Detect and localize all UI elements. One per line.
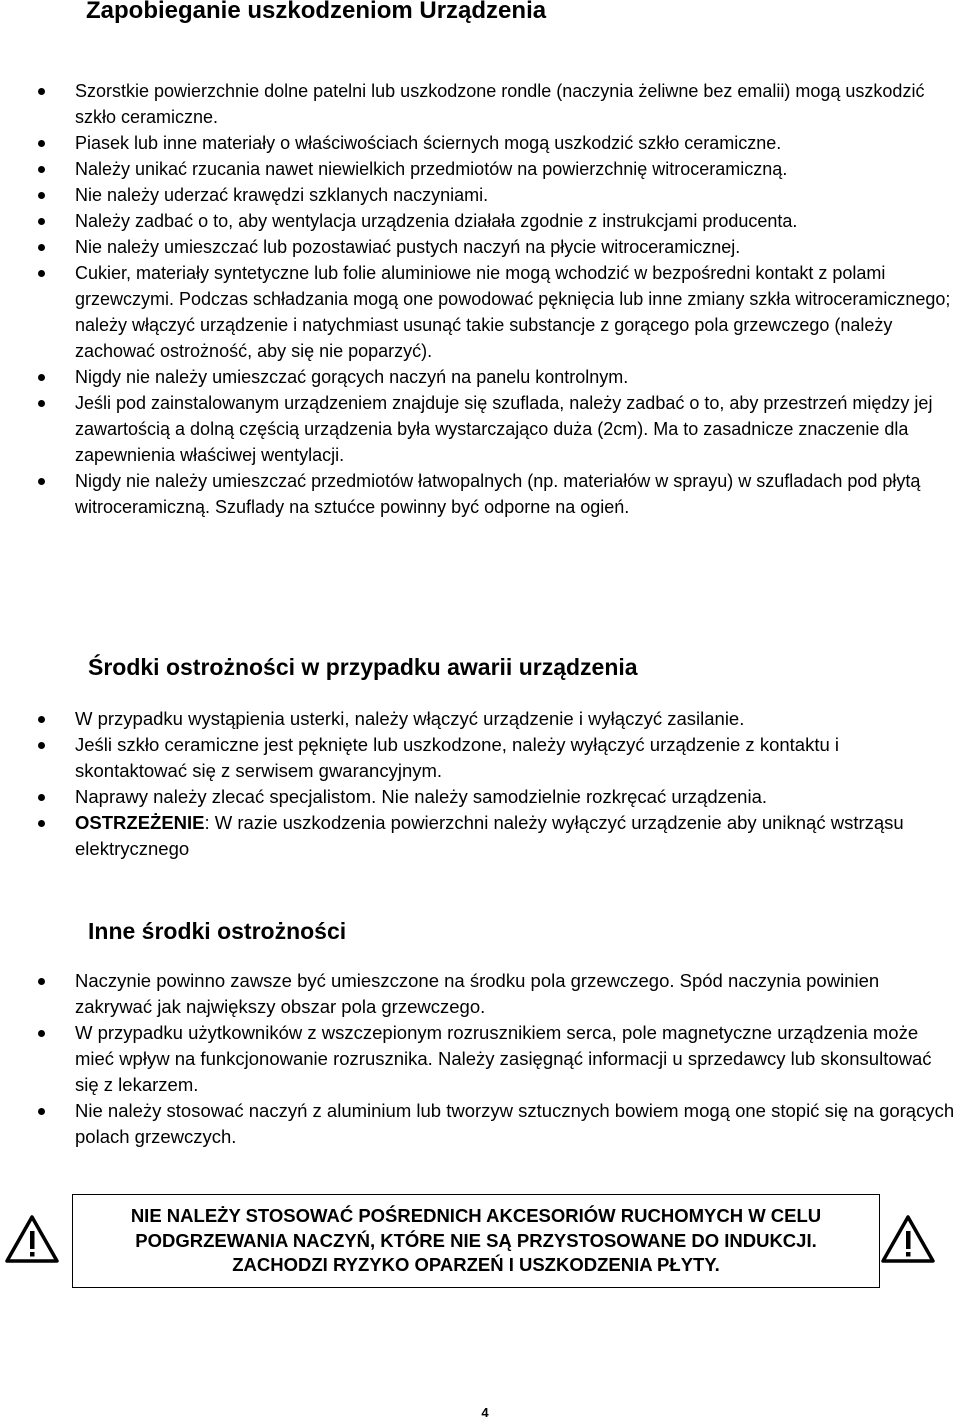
bullet <box>38 794 45 801</box>
bullet <box>38 270 45 277</box>
list-item: Nie należy uderzać krawędzi szklanych naczyniami. <box>0 182 960 208</box>
warning-text: : W razie uszkodzenia powierzchni należy wyłączyć urządzenie aby uniknąć wstrząsu elektrycznego <box>75 812 904 859</box>
bullet <box>38 716 45 723</box>
bullet <box>38 1108 45 1115</box>
bullet <box>38 400 45 407</box>
list-item: Szorstkie powierzchnie dolne patelni lub uszkodzone rondle (naczynia żeliwne bez emalii) mogą uszkodzić szkło ceramiczne. <box>0 78 960 130</box>
bullet <box>38 218 45 225</box>
bullet <box>38 742 45 749</box>
list-item: Nie należy stosować naczyń z aluminium lub tworzyw sztucznych bowiem mogą one stopić się na gorących polach grzewczych. <box>0 1098 960 1150</box>
list-item: W przypadku użytkowników z wszczepionym rozrusznikiem serca, pole magnetyczne urządzenia może mieć wpływ na funkcjonowanie rozrusznika. Należy zasięgnąć informacji u sprzedawcy lub skonsultować się z lekarzem. <box>0 1020 960 1098</box>
list-item: Nigdy nie należy umieszczać gorących naczyń na panelu kontrolnym. <box>0 364 960 390</box>
list-item: Cukier, materiały syntetyczne lub folie aluminiowe nie mogą wchodzić w bezpośredni kontakt z polami grzewczymi. Podczas schładzania mogą one powodować pęknięcia lub inne zmiany szkła witroceramicznego; należy włączyć urządzenie i natychmiast usunąć takie substancje z gorącego pola grzewczego (należy zachować ostrożność, aby się nie poparzyć). <box>0 260 960 364</box>
list-item: Jeśli szkło ceramiczne jest pęknięte lub uszkodzone, należy wyłączyć urządzenie z kontaktu i skontaktować się z serwisem gwarancyjnym. <box>0 732 960 784</box>
list-item: Naczynie powinno zawsze być umieszczone na środku pola grzewczego. Spód naczynia powinien zakrywać jak największy obszar pola grzewczego. <box>0 968 960 1020</box>
list-item: Nigdy nie należy umieszczać przedmiotów łatwopalnych (np. materiałów w sprayu) w szufladach pod płytą witroceramiczną. Szuflady na sztućce powinny być odporne na ogień. <box>0 468 960 520</box>
bullet <box>38 820 45 827</box>
list-item: W przypadku wystąpienia usterki, należy włączyć urządzenie i wyłączyć zasilanie. <box>0 706 960 732</box>
induction-warning-text: NIE NALEŻY STOSOWAĆ POŚREDNICH AKCESORIÓW RUCHOMYCH W CELU PODGRZEWANIA NACZYŃ, KTÓRE NIE SĄ PRZYSTOSOWANE DO INDUKCJI. ZACHODZI RYZYKO OPARZEŃ I USZKODZENIA PŁYTY. <box>130 1205 822 1276</box>
list-item-warning <box>0 810 960 862</box>
damage-prevention-list <box>0 78 960 520</box>
warning-label: OSTRZEŻENIE <box>75 812 205 833</box>
bullet <box>38 478 45 485</box>
section-title-failure-precautions: Środki ostrożności w przypadku awarii urządzenia <box>88 654 638 680</box>
section-title-damage-prevention: Zapobieganie uszkodzeniom Urządzenia <box>86 0 547 24</box>
list-item: Piasek lub inne materiały o właściwościach ściernych mogą uszkodzić szkło ceramiczne. <box>0 130 960 156</box>
failure-precautions-list <box>0 706 960 862</box>
bullet <box>38 374 45 381</box>
induction-warning-box <box>72 1194 880 1288</box>
bullet <box>38 244 45 251</box>
other-precautions-list <box>0 968 960 1150</box>
page-number: 4 <box>481 1405 489 1420</box>
bullet <box>38 166 45 173</box>
list-item: Nie należy umieszczać lub pozostawiać pustych naczyń na płycie witroceramicznej. <box>0 234 960 260</box>
bullet <box>38 978 45 985</box>
section-title-other-precautions: Inne środki ostrożności <box>88 918 347 944</box>
list-item: Należy unikać rzucania nawet niewielkich przedmiotów na powierzchnię witroceramiczną. <box>0 156 960 182</box>
list-item: Należy zadbać o to, aby wentylacja urządzenia działała zgodnie z instrukcjami producenta. <box>0 208 960 234</box>
bullet <box>38 140 45 147</box>
warning-triangle-icon <box>4 1214 60 1264</box>
list-item: Jeśli pod zainstalowanym urządzeniem znajduje się szuflada, należy zadbać o to, aby przestrzeń między jej zawartością a dolną częścią urządzenia była wystarczająco duża (2cm). Ma to zasadnicze znaczenie dla zapewnienia właściwej wentylacji. <box>0 390 960 468</box>
list-item: Naprawy należy zlecać specjalistom. Nie należy samodzielnie rozkręcać urządzenia. <box>0 784 960 810</box>
bullet <box>38 88 45 95</box>
bullet <box>38 192 45 199</box>
bullet <box>38 1030 45 1037</box>
warning-triangle-icon <box>880 1214 936 1264</box>
